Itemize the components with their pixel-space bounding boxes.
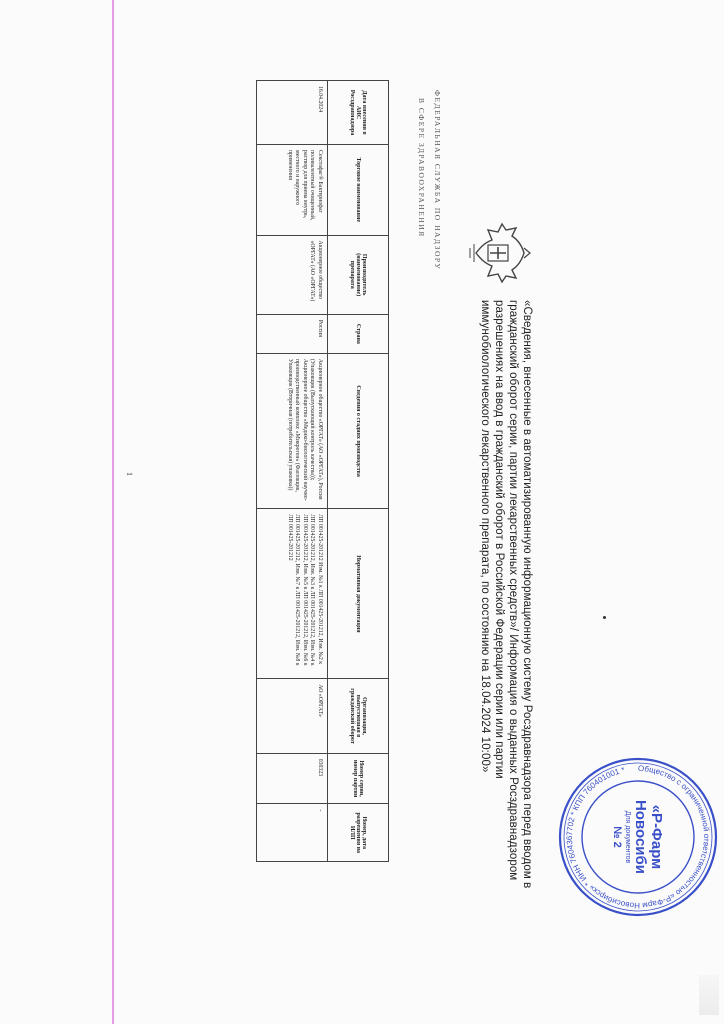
column-header-permit: Номер, дата разрешения на ИЛП bbox=[328, 804, 389, 862]
stamp-line4: № 2 bbox=[611, 826, 624, 848]
company-stamp bbox=[556, 755, 720, 919]
column-header-normative-doc: Нормативная документация bbox=[328, 509, 389, 679]
cell-normative-doc: ЛП 001425-201212 Изм. №1 к ЛП 001425-201212, Изм. №2 к ЛП 001425-201212, Изм. №3 к ЛП 001425-201212, Изм. №4 к ЛП 001425-201212, Изм. №5 к ЛП 001425-201212, Изм. №6 к ЛП 001425-201212, Изм. №7 к ЛП 001425-201212, Изм. №8 к ЛП 001425-201212 bbox=[257, 509, 328, 679]
column-header-country: Страна bbox=[328, 314, 389, 353]
column-header-manufacturer: Производитель (наименование) препарата bbox=[328, 235, 389, 314]
cell-series: 030323 bbox=[257, 753, 328, 804]
column-header-date: Дата внесения в АИС Росздравнадзора bbox=[328, 81, 389, 145]
column-header-series: Номер серии, номер партии bbox=[328, 753, 389, 804]
cell-permit: - bbox=[257, 804, 328, 862]
cell-manufacturer: Акционерное общество «ОРГАТ» (АО «ОРГАТ») bbox=[257, 235, 328, 314]
cell-country: Россия bbox=[257, 314, 328, 353]
agency-name-line1: ФЕДЕРАЛЬНАЯ СЛУЖБА ПО НАДЗОРУ bbox=[433, 90, 442, 271]
scan-artifact bbox=[699, 975, 719, 1015]
column-header-organization: Организация, выпустившая в гражданский оборот bbox=[328, 679, 389, 753]
page-mark: 1 bbox=[125, 472, 134, 476]
table-row bbox=[257, 81, 328, 862]
cell-organization: АО «ОРГАТ» bbox=[257, 679, 328, 753]
scan-dot bbox=[603, 616, 606, 619]
agency-name-line2: В СФЕРЕ ЗДРАВООХРАНЕНИЯ bbox=[417, 98, 426, 238]
stamp-line2: Новосиби bbox=[632, 799, 650, 875]
cell-date: 16.04.2024 bbox=[257, 81, 328, 145]
stamp-center bbox=[556, 755, 720, 919]
stamp-line3: Для документов bbox=[624, 810, 632, 864]
column-header-stages: Сведения о стадиях производства bbox=[328, 353, 389, 509]
stamp-line1: «Р-Фарм bbox=[648, 804, 666, 870]
coat-of-arms-icon bbox=[462, 218, 532, 288]
document-heading: «Сведения, внесенные в автоматизированную информационную систему Росздравнадзора перед вводом в гражданский оборот серии, партии лекарственных средств»/ Информация о выданных Росздравнадзором разрешениях на ввод в гражданский оборот в Российской Федерации серии или партии иммунобиологического лекарственного препарата, по состоянию на 18.04.2024 10:00» bbox=[479, 300, 533, 889]
stamp-ring-text: Общество с ограниченной ответственностью «Р-Фарм Новосибирск» * ИНН 7604367702 * КПП 760401001 * bbox=[564, 763, 712, 911]
permits-table bbox=[256, 80, 389, 862]
cell-stages: Акционерное общество «ОРГАТ» (АО «ОРГАТ»), Россия (Упаковщик (Выпускающий контроль качества)); Акционерное общество «Медико-биологический научно-производственный комплекс «Микроген» (Фасовщик, Упаковщик (Вторичная (потребительская) упаковка)) bbox=[257, 353, 328, 509]
cell-trade-name: Секстафаг® Бактериофаг поливалентный очищенный, раствор для приема внутрь, местного и наружного применения bbox=[257, 145, 328, 235]
column-header-trade-name: Торговое наименование bbox=[328, 145, 389, 235]
table-header-row bbox=[328, 81, 389, 862]
